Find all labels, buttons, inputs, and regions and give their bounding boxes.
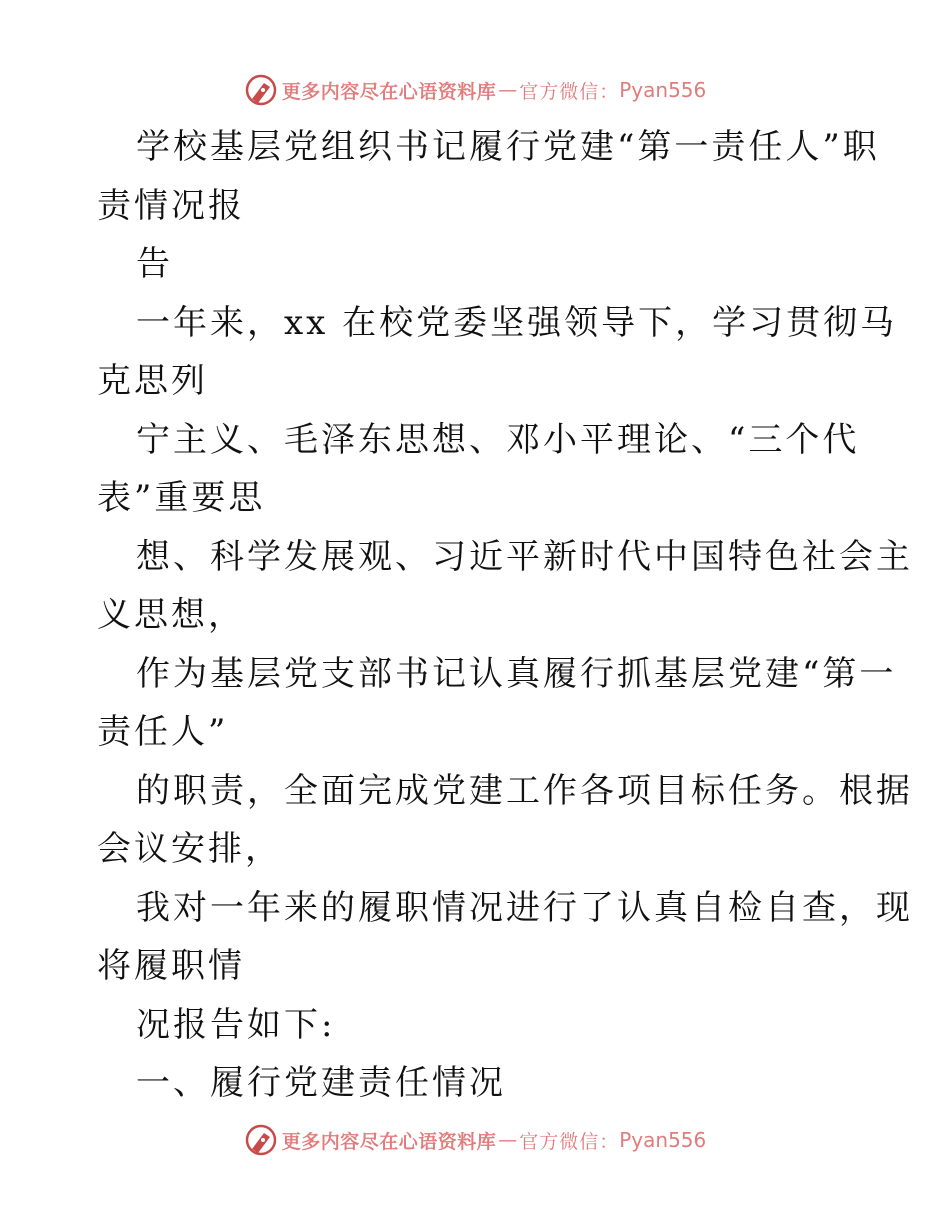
text-line: 学校基层党组织书记履行党建“第一责任人”职	[136, 127, 880, 167]
text-line: 告	[136, 244, 173, 284]
text-line: 一年来，xx 在校党委坚强领导下，学习贯彻马	[136, 302, 898, 343]
text-line: 将履职情	[97, 946, 245, 986]
banner-separator: —	[498, 79, 518, 101]
banner-text: 更多内容尽在心语资料库	[281, 80, 497, 103]
header-banner	[0, 70, 950, 110]
banner-text: 更多内容尽在心语资料库	[281, 1130, 497, 1153]
wechat-label: 官方微信：	[519, 1130, 620, 1153]
text-line: 想、科学发展观、习近平新时代中国特色社会主	[136, 536, 913, 577]
document-body	[97, 118, 913, 1113]
text-line: 责情况报	[97, 185, 245, 226]
text-line: 宁主义、毛泽东思想、邓小平理论、“三个代	[136, 419, 860, 460]
wechat-id: Pyan556	[619, 78, 707, 102]
text-line: 作为基层党支部书记认真履行抓基层党建“第一	[136, 653, 897, 694]
wechat-id: Pyan556	[619, 1128, 707, 1152]
text-line: 克思列	[97, 361, 208, 401]
footer-banner	[0, 1120, 950, 1160]
text-line: 我对一年来的履职情况进行了认真自检自查，现	[136, 887, 913, 928]
pen-nib-logo-icon	[244, 1123, 278, 1157]
text-line: 会议安排，	[97, 829, 282, 869]
pen-nib-logo-icon	[244, 73, 278, 107]
banner-separator: —	[498, 1129, 518, 1151]
wechat-label: 官方微信：	[519, 80, 620, 103]
text-line: 况报告如下:	[136, 1004, 336, 1045]
text-line: 责任人”	[97, 712, 229, 752]
text-line: 表”重要思	[97, 478, 266, 518]
text-line: 义思想，	[97, 595, 245, 635]
text-line: 一、履行党建责任情况	[136, 1063, 506, 1103]
text-line: 的职责，全面完成党建工作各项目标任务。根据	[136, 770, 913, 811]
